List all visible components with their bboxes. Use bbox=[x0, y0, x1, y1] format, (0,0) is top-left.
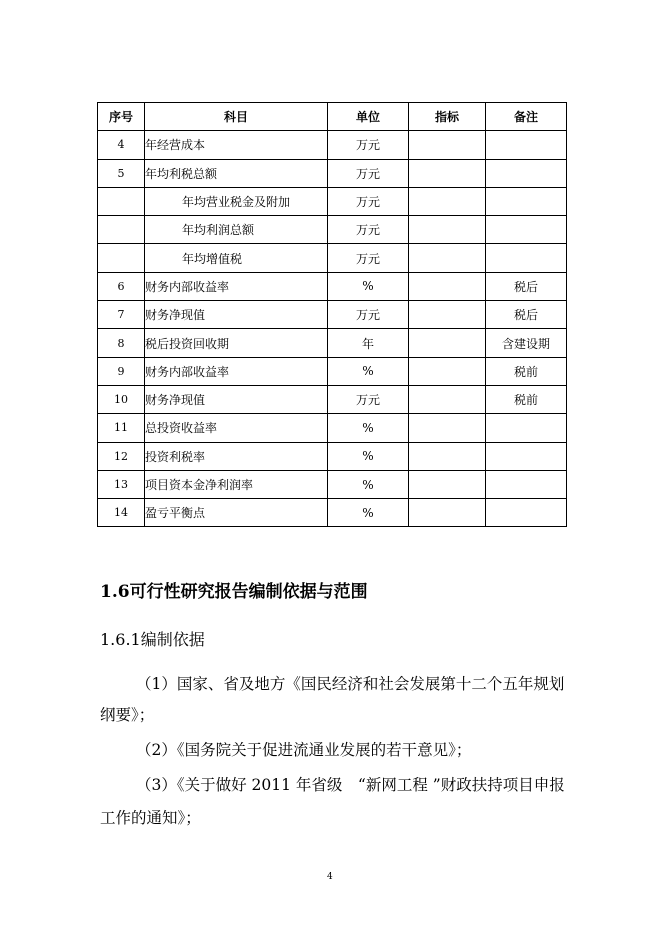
indicator-cell bbox=[409, 414, 486, 442]
header-indicator: 指标 bbox=[409, 103, 486, 131]
indicator-cell bbox=[409, 131, 486, 159]
table-row bbox=[98, 216, 567, 244]
indicator-cell bbox=[409, 244, 486, 272]
unit-cell: % bbox=[328, 499, 409, 527]
row-number-cell: 7 bbox=[98, 301, 145, 329]
item-cell: 项目资本金净利润率 bbox=[145, 470, 328, 498]
item-cell: 总投资收益率 bbox=[145, 414, 328, 442]
unit-cell: 万元 bbox=[328, 159, 409, 187]
remark-cell bbox=[486, 216, 567, 244]
table-row bbox=[98, 272, 567, 300]
table-row bbox=[98, 357, 567, 385]
row-number-cell: 4 bbox=[98, 131, 145, 159]
remark-cell bbox=[486, 131, 567, 159]
paragraph-1-line-1: （1）国家、省及地方《国民经济和社会发展第十二个五年规划 bbox=[136, 675, 565, 693]
unit-cell: 年 bbox=[328, 329, 409, 357]
row-number-cell: 13 bbox=[98, 470, 145, 498]
item-cell: 年均营业税金及附加 bbox=[145, 187, 328, 215]
unit-cell: 万元 bbox=[328, 216, 409, 244]
unit-cell: % bbox=[328, 470, 409, 498]
remark-cell bbox=[486, 244, 567, 272]
table-row bbox=[98, 385, 567, 413]
indicator-cell bbox=[409, 385, 486, 413]
indicator-cell bbox=[409, 329, 486, 357]
table-row bbox=[98, 442, 567, 470]
table-row bbox=[98, 470, 567, 498]
row-number-cell: 9 bbox=[98, 357, 145, 385]
header-remark: 备注 bbox=[486, 103, 567, 131]
row-number-cell: 10 bbox=[98, 385, 145, 413]
row-number-cell bbox=[98, 216, 145, 244]
row-number-cell: 5 bbox=[98, 159, 145, 187]
item-cell: 财务内部收益率 bbox=[145, 357, 328, 385]
remark-cell bbox=[486, 442, 567, 470]
remark-cell bbox=[486, 499, 567, 527]
item-cell: 财务净现值 bbox=[145, 301, 328, 329]
paragraph-3-line-2: 工作的通知》； bbox=[100, 809, 201, 827]
item-cell: 税后投资回收期 bbox=[145, 329, 328, 357]
page-number: 4 bbox=[327, 872, 333, 882]
item-cell: 年均增值税 bbox=[145, 244, 328, 272]
paragraph-2: （2）《国务院关于促进流通业发展的若干意见》； bbox=[136, 741, 472, 759]
header-no: 序号 bbox=[98, 103, 145, 131]
remark-cell: 税后 bbox=[486, 301, 567, 329]
item-cell: 财务净现值 bbox=[145, 385, 328, 413]
unit-cell: % bbox=[328, 357, 409, 385]
indicator-cell bbox=[409, 159, 486, 187]
remark-cell bbox=[486, 159, 567, 187]
table-row bbox=[98, 187, 567, 215]
unit-cell: % bbox=[328, 272, 409, 300]
indicator-cell bbox=[409, 301, 486, 329]
header-item: 科目 bbox=[145, 103, 328, 131]
unit-cell: % bbox=[328, 442, 409, 470]
row-number-cell: 6 bbox=[98, 272, 145, 300]
paragraph-1-line-2: 纲要》； bbox=[100, 706, 155, 724]
unit-cell: % bbox=[328, 414, 409, 442]
table-row bbox=[98, 131, 567, 159]
item-cell: 年经营成本 bbox=[145, 131, 328, 159]
table-row bbox=[98, 159, 567, 187]
item-cell: 财务内部收益率 bbox=[145, 272, 328, 300]
item-cell: 投资利税率 bbox=[145, 442, 328, 470]
remark-cell bbox=[486, 187, 567, 215]
header-unit: 单位 bbox=[328, 103, 409, 131]
table-row bbox=[98, 244, 567, 272]
row-number-cell: 14 bbox=[98, 499, 145, 527]
indicator-cell bbox=[409, 187, 486, 215]
remark-cell bbox=[486, 414, 567, 442]
indicator-cell bbox=[409, 442, 486, 470]
remark-cell: 税前 bbox=[486, 385, 567, 413]
row-number-cell bbox=[98, 187, 145, 215]
remark-cell: 含建设期 bbox=[486, 329, 567, 357]
table-row bbox=[98, 329, 567, 357]
item-cell: 年均利税总额 bbox=[145, 159, 328, 187]
item-cell: 年均利润总额 bbox=[145, 216, 328, 244]
unit-cell: 万元 bbox=[328, 187, 409, 215]
table-row bbox=[98, 499, 567, 527]
section-heading: 1.6可行性研究报告编制依据与范围 bbox=[100, 582, 368, 602]
row-number-cell: 12 bbox=[98, 442, 145, 470]
remark-cell: 税后 bbox=[486, 272, 567, 300]
item-cell: 盈亏平衡点 bbox=[145, 499, 328, 527]
paragraph-3-line-1: （3）《关于做好 2011 年省级 “新网工程 ”财政扶持项目申报 bbox=[136, 776, 565, 794]
remark-cell: 税前 bbox=[486, 357, 567, 385]
table-row bbox=[98, 414, 567, 442]
table-header-row bbox=[98, 103, 567, 131]
remark-cell bbox=[486, 470, 567, 498]
indicator-table bbox=[97, 102, 567, 527]
unit-cell: 万元 bbox=[328, 385, 409, 413]
unit-cell: 万元 bbox=[328, 244, 409, 272]
row-number-cell: 8 bbox=[98, 329, 145, 357]
indicator-cell bbox=[409, 272, 486, 300]
table-body bbox=[98, 131, 567, 527]
indicator-cell bbox=[409, 357, 486, 385]
unit-cell: 万元 bbox=[328, 131, 409, 159]
subsection-heading: 1.6.1编制依据 bbox=[100, 630, 205, 649]
indicator-cell bbox=[409, 499, 486, 527]
row-number-cell bbox=[98, 244, 145, 272]
indicator-cell bbox=[409, 470, 486, 498]
unit-cell: 万元 bbox=[328, 301, 409, 329]
row-number-cell: 11 bbox=[98, 414, 145, 442]
table-row bbox=[98, 301, 567, 329]
indicator-cell bbox=[409, 216, 486, 244]
